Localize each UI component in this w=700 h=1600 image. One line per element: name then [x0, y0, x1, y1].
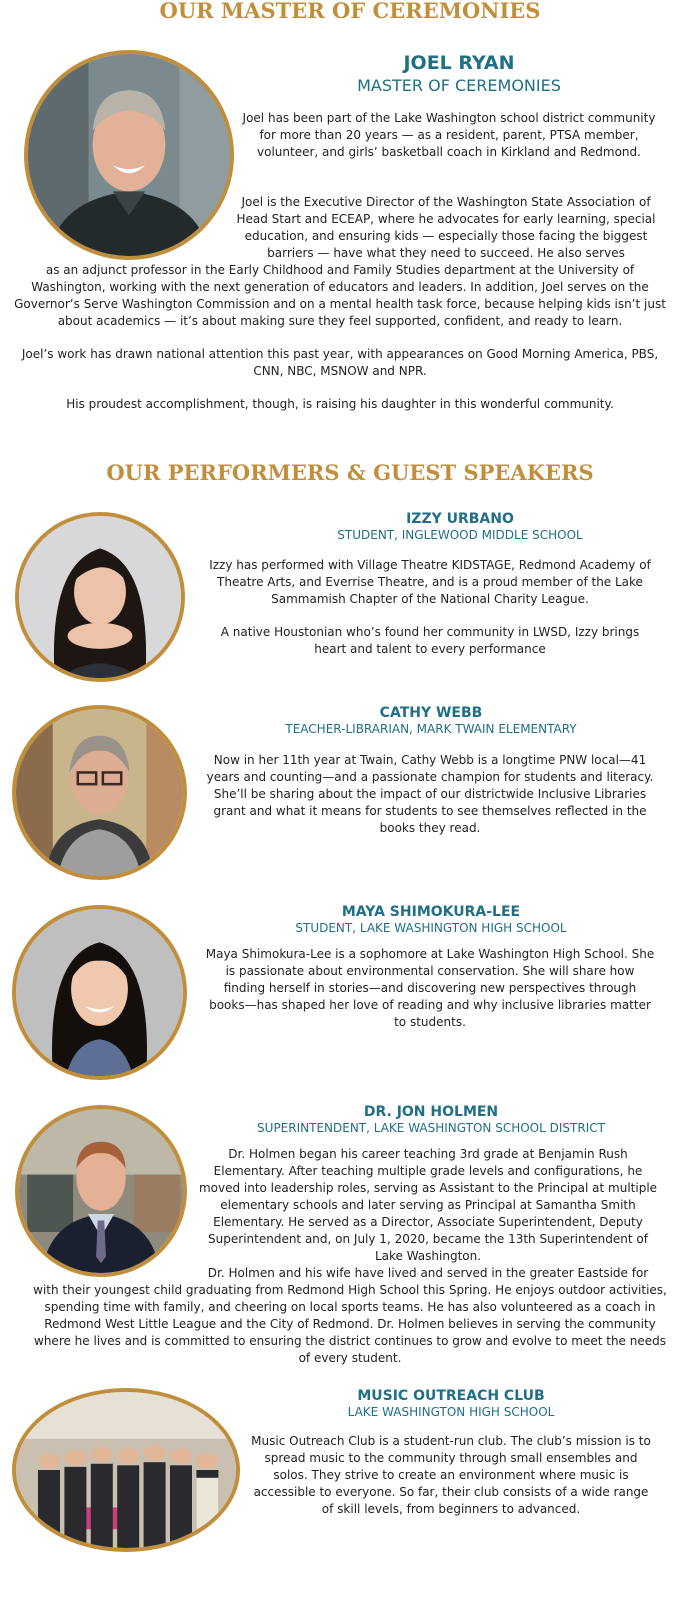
group-photo-icon	[16, 1392, 236, 1548]
izzy-urbano-photo	[15, 512, 185, 682]
mc-bio-paragraph-3: as an adjunct professor in the Early Childhood and Family Studies department at the University of Washington, working with the next generation of educators and leaders. In addition, Joel serves on the Governor’s Serve Washington Commission and on a mental health task force, because helping kids isn’t just about academics — it’s about making sure they feel supported, confident, and ready to learn.	[14, 263, 666, 328]
music-outreach-club-role: LAKE WASHINGTON HIGH SCHOOL	[347, 1405, 555, 1419]
portrait-woman-icon	[19, 516, 181, 678]
izzy-urbano-name: IZZY URBANO	[406, 511, 514, 527]
jon-holmen-role: SUPERINTENDENT, LAKE WASHINGTON SCHOOL DISTRICT	[257, 1121, 605, 1135]
joel-ryan-photo	[24, 50, 234, 260]
jon-holmen-photo	[15, 1105, 187, 1277]
izzy-urbano-bio-2: A native Houstonian who’s found her community in LWSD, Izzy brings heart and talent to every performance	[220, 625, 640, 656]
mc-bio-paragraph-5: His proudest accomplishment, though, is raising his daughter in this wonderful community.	[66, 397, 614, 411]
maya-shimokura-lee-bio: Maya Shimokura-Lee is a sophomore at Lake Washington High School. She is passionate about environmental conservation. She will share how finding herself in stories—and discovering new perspectives through books—has shaped her love of reading and why inclusive libraries matter to students.	[205, 947, 655, 1029]
mc-bio-paragraph-2: Joel is the Executive Director of the Washington State Association of Head Start and ECEAP, where he advocates for early learning, special education, and ensuring kids — especially those facing the biggest barriers — have what they need to succeed. He also serves	[236, 195, 656, 260]
portrait-woman-icon	[16, 909, 183, 1076]
jon-holmen-bio-1: Dr. Holmen began his career teaching 3rd grade at Benjamin Rush Elementary. After teaching multiple grade levels and configurations, he moved into leadership roles, serving as Assistant to the Principal at multiple elementary schools and later serving as Principal at Samantha Smith Elementary. He served as a Director, Associate Superintendent, Deputy Superintendent and, on July 1, 2020, became the 13th Superintendent of Lake Washington.	[198, 1147, 658, 1263]
mc-role: MASTER OF CEREMONIES	[357, 76, 561, 95]
mc-bio-paragraph-4: Joel’s work has drawn national attention this past year, with appearances on Good Morning America, PBS, CNN, NBC, MSNOW and NPR.	[21, 347, 659, 378]
mc-name: JOEL RYAN	[403, 52, 515, 74]
izzy-urbano-bio-1: Izzy has performed with Village Theatre KIDSTAGE, Redmond Academy of Theatre Arts, and Everrise Theatre, and is a proud member of the Lake Sammamish Chapter of the National Charity League.	[209, 558, 651, 606]
cathy-webb-photo	[12, 705, 187, 880]
music-outreach-club-name: MUSIC OUTREACH CLUB	[357, 1388, 545, 1404]
portrait-man-icon	[28, 54, 230, 256]
music-outreach-club-photo	[12, 1388, 240, 1552]
jon-holmen-name: DR. JON HOLMEN	[363, 1104, 499, 1120]
section-heading-master: OUR MASTER OF CEREMONIES	[159, 0, 541, 23]
portrait-woman-glasses-icon	[16, 709, 183, 876]
section-heading-performers: OUR PERFORMERS & GUEST SPEAKERS	[106, 460, 594, 485]
maya-shimokura-lee-name: MAYA SHIMOKURA-LEE	[341, 904, 521, 920]
maya-shimokura-lee-photo	[12, 905, 187, 1080]
cathy-webb-name: CATHY WEBB	[379, 705, 483, 721]
jon-holmen-bio-2b: with their youngest child graduating from Redmond High School this Spring. He enjoys outdoor activities, spending time with family, and cheering on local sports teams. He has also volunteered as a coach in Redmond West Little League and the City of Redmond. Dr. Holmen believes in serving the community where he lives and is committed to ensuring the district continues to grow and evolve to meet the needs of every student.	[33, 1283, 667, 1365]
jon-holmen-bio-2a: Dr. Holmen and his wife have lived and served in the greater Eastside for	[207, 1266, 649, 1280]
portrait-man-suit-icon	[19, 1109, 183, 1273]
mc-bio-paragraph-1: Joel has been part of the Lake Washington school district community for more than 20 years — as a resident, parent, PTSA member, volunteer, and girls’ basketball coach in Kirkland and Redmond.	[242, 111, 656, 159]
izzy-urbano-role: STUDENT, INGLEWOOD MIDDLE SCHOOL	[337, 528, 583, 542]
cathy-webb-bio: Now in her 11th year at Twain, Cathy Webb is a longtime PNW local—41 years and counting—and a passionate champion for students and literacy. She’ll be sharing about the impact of our districtwide Inclusive Libraries grant and what it means for students to see themselves reflected in the books they read.	[206, 753, 654, 835]
maya-shimokura-lee-role: STUDENT, LAKE WASHINGTON HIGH SCHOOL	[295, 921, 567, 935]
music-outreach-club-bio: Music Outreach Club is a student-run club. The club’s mission is to spread music to the community through small ensembles and solos. They strive to create an environment where music is accessible to everyone. So far, their club consists of a wide range of skill levels, from beginners to advanced.	[251, 1434, 651, 1516]
cathy-webb-role: TEACHER-LIBRARIAN, MARK TWAIN ELEMENTARY	[285, 722, 577, 736]
